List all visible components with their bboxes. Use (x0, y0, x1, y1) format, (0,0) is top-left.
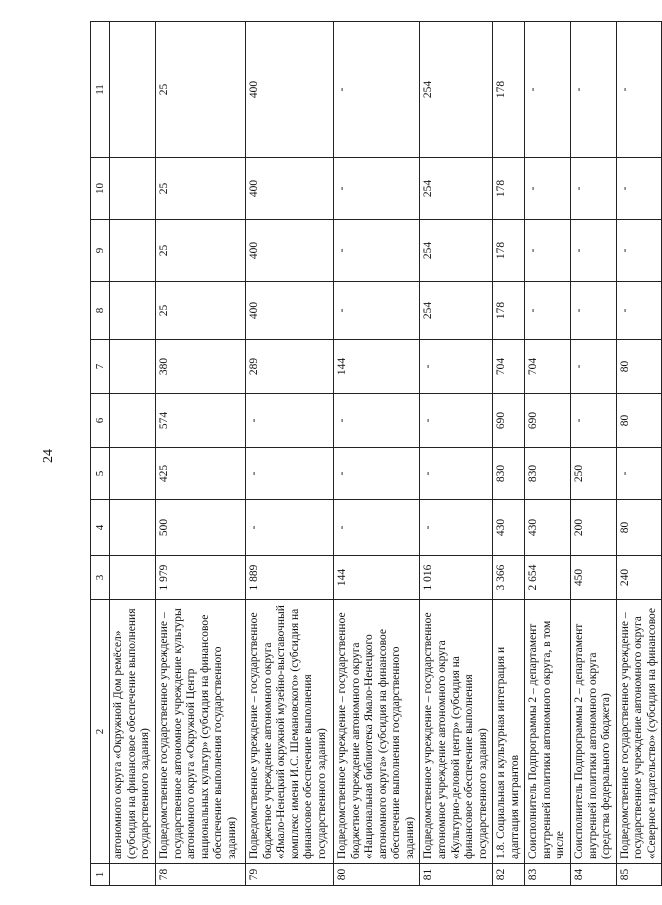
row-description: Соисполнитель Подпрограммы 2 – департамент внутренней политики автономного округа, в том числе (525, 600, 571, 864)
row-description: Подведомственное учреждение – государственное бюджетное учреждение автономного округа «Ямало-Ненецкий окружной музейно-выставочный комплекс имени И.С. Шемановского» (субсидия на финансовое обеспечение выполнения государственного задания) (246, 600, 334, 864)
header-cell: 1 (91, 864, 110, 886)
header-cell: 3 (91, 556, 110, 600)
cell-col11: 178 (493, 22, 525, 158)
header-cell: 7 (91, 340, 110, 394)
cell-col4: 430 (493, 500, 525, 556)
table-row (571, 22, 617, 886)
cell-col11 (110, 22, 156, 158)
row-number: 84 (571, 864, 617, 886)
page-number: 24 (41, 449, 56, 463)
cell-col11: 254 (420, 22, 493, 158)
cell-col8: - (334, 282, 420, 340)
cell-col3: 240 (616, 556, 662, 600)
cell-col8: - (525, 282, 571, 340)
cell-col10: 400 (246, 158, 334, 220)
header-cell: 11 (91, 22, 110, 158)
cell-col3 (110, 556, 156, 600)
cell-col11: - (525, 22, 571, 158)
cell-col5: - (246, 448, 334, 500)
table-frame (90, 22, 658, 886)
cell-col6: - (571, 394, 617, 448)
cell-col3: 144 (334, 556, 420, 600)
cell-col11: 400 (246, 22, 334, 158)
cell-col4: - (246, 500, 334, 556)
cell-col4: 80 (616, 500, 662, 556)
table-row (156, 22, 246, 886)
header-cell: 6 (91, 394, 110, 448)
row-number: 82 (493, 864, 525, 886)
table-row (110, 22, 156, 886)
cell-col9: - (334, 220, 420, 282)
row-description: автономного округа «Окружной Дом ремёсел» (субсидия на финансовое обеспечение выполнения государственного задания) (110, 600, 156, 864)
row-number (110, 864, 156, 886)
cell-col7: 144 (334, 340, 420, 394)
cell-col9: - (571, 220, 617, 282)
cell-col8: - (571, 282, 617, 340)
row-number: 80 (334, 864, 420, 886)
cell-col9: 178 (493, 220, 525, 282)
cell-col5: 830 (525, 448, 571, 500)
row-number: 79 (246, 864, 334, 886)
cell-col7 (110, 340, 156, 394)
table-row (616, 22, 662, 886)
row-number: 85 (616, 864, 662, 886)
cell-col6: - (246, 394, 334, 448)
cell-col9 (110, 220, 156, 282)
cell-col7: 80 (616, 340, 662, 394)
cell-col6: 574 (156, 394, 246, 448)
cell-col6: 80 (616, 394, 662, 448)
row-description: Подведомственное государственное учреждение – государственное автономное учреждение культуры автономного округа «Окружной Центр национальных культур» (субсидия на финансовое обеспечение выполнения государственного задания) (156, 600, 246, 864)
cell-col3: 3 366 (493, 556, 525, 600)
cell-col10: 25 (156, 158, 246, 220)
cell-col8 (110, 282, 156, 340)
cell-col4: - (420, 500, 493, 556)
cell-col5: 425 (156, 448, 246, 500)
table-row (493, 22, 525, 886)
cell-col4 (110, 500, 156, 556)
cell-col10: - (334, 158, 420, 220)
row-description: Подведомственное учреждение – государственное бюджетное учреждение автономного округа «Национальная библиотека Ямало-Ненецкого автономного округа» (субсидия на финансовое обеспечение выполнения государственного задания) (334, 600, 420, 864)
row-description: 1.8. Социальная и культурная интеграция и адаптация мигрантов (493, 600, 525, 864)
cell-col5 (110, 448, 156, 500)
header-cell: 8 (91, 282, 110, 340)
cell-col10 (110, 158, 156, 220)
cell-col7: - (420, 340, 493, 394)
cell-col10: 254 (420, 158, 493, 220)
cell-col9: 400 (246, 220, 334, 282)
cell-col5: - (420, 448, 493, 500)
cell-col8: - (616, 282, 662, 340)
cell-col10: - (616, 158, 662, 220)
cell-col9: - (525, 220, 571, 282)
cell-col4: 430 (525, 500, 571, 556)
rotated-table-container (90, 22, 658, 886)
cell-col7: 380 (156, 340, 246, 394)
header-cell: 10 (91, 158, 110, 220)
cell-col3: 1 889 (246, 556, 334, 600)
row-description: Подведомственное государственное учреждение – государственное учреждение автономного округа «Северное издательство» (субсидия на финансовое (616, 600, 662, 864)
cell-col3: 1 979 (156, 556, 246, 600)
table-row (246, 22, 334, 886)
cell-col4: - (334, 500, 420, 556)
row-number: 83 (525, 864, 571, 886)
cell-col5: - (616, 448, 662, 500)
cell-col3: 1 016 (420, 556, 493, 600)
header-cell: 9 (91, 220, 110, 282)
cell-col9: 25 (156, 220, 246, 282)
cell-col10: - (571, 158, 617, 220)
header-cell: 4 (91, 500, 110, 556)
cell-col7: 704 (493, 340, 525, 394)
row-description: Соисполнитель Подпрограммы 2 – департамент внутренней политики автономного округа (средства федерального бюджета) (571, 600, 617, 864)
cell-col11: - (616, 22, 662, 158)
cell-col5: 830 (493, 448, 525, 500)
cell-col11: - (334, 22, 420, 158)
header-row (91, 22, 110, 886)
cell-col7: 704 (525, 340, 571, 394)
budget-table (90, 21, 662, 886)
row-number: 78 (156, 864, 246, 886)
table-row (334, 22, 420, 886)
cell-col6: 690 (493, 394, 525, 448)
cell-col7: 289 (246, 340, 334, 394)
row-number: 81 (420, 864, 493, 886)
cell-col7: - (571, 340, 617, 394)
cell-col9: 254 (420, 220, 493, 282)
header-cell: 5 (91, 448, 110, 500)
header-cell: 2 (91, 600, 110, 864)
table-row (525, 22, 571, 886)
row-description: Подведомственное учреждение – государственное автономное учреждение автономного округа «Культурно-деловой центр» (субсидия на финансовое обеспечение выполнения государственного задания) (420, 600, 493, 864)
cell-col4: 200 (571, 500, 617, 556)
cell-col10: 178 (493, 158, 525, 220)
cell-col6 (110, 394, 156, 448)
cell-col11: 25 (156, 22, 246, 158)
cell-col4: 500 (156, 500, 246, 556)
cell-col8: 254 (420, 282, 493, 340)
cell-col8: 25 (156, 282, 246, 340)
cell-col8: 178 (493, 282, 525, 340)
cell-col6: - (334, 394, 420, 448)
cell-col8: 400 (246, 282, 334, 340)
cell-col10: - (525, 158, 571, 220)
cell-col11: - (571, 22, 617, 158)
cell-col5: 250 (571, 448, 617, 500)
cell-col6: - (420, 394, 493, 448)
cell-col3: 450 (571, 556, 617, 600)
cell-col6: 690 (525, 394, 571, 448)
cell-col5: - (334, 448, 420, 500)
table-row (420, 22, 493, 886)
cell-col9: - (616, 220, 662, 282)
cell-col3: 2 654 (525, 556, 571, 600)
